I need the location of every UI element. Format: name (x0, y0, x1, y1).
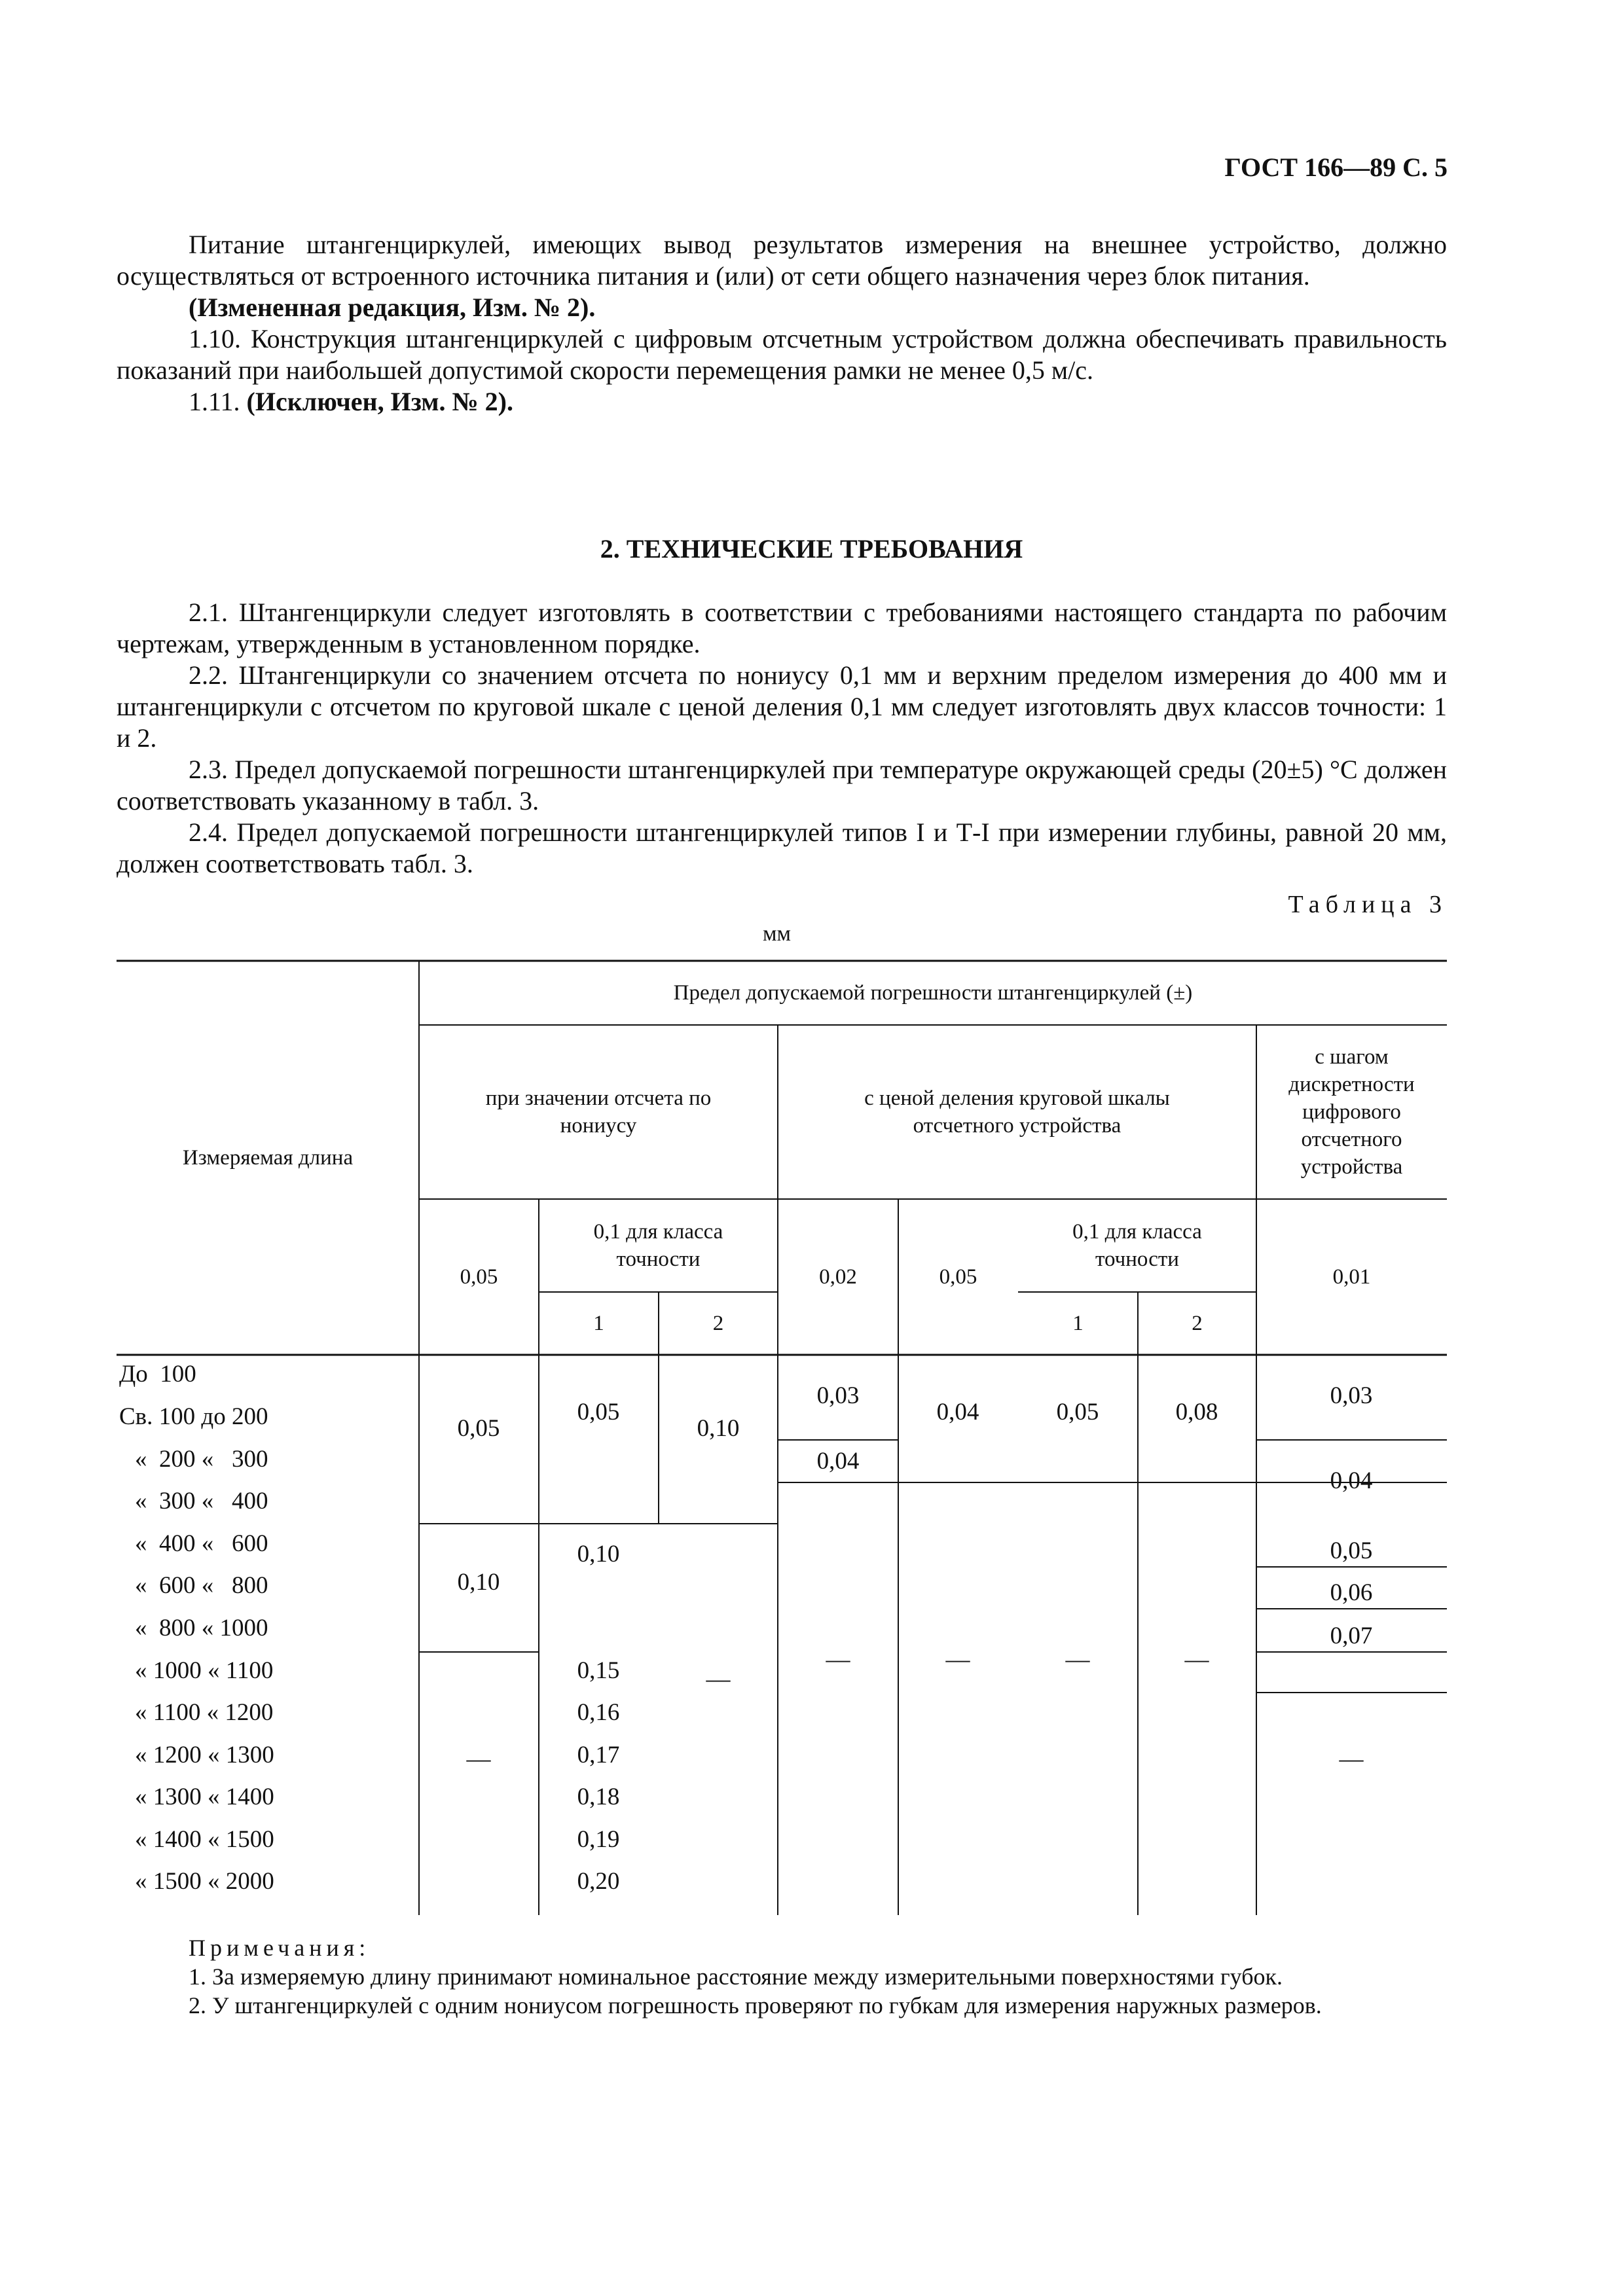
table-cell: — (1065, 1646, 1090, 1673)
header-dial: с ценой деления круговой шкалы отсчетного устройства (864, 1086, 1170, 1138)
row-label: « 1000 « 1100 (135, 1657, 274, 1684)
row-label: « 1400 « 1500 (135, 1826, 274, 1853)
header-vernier: при значении отсчета по нониусу (485, 1086, 712, 1138)
header-digital-001: 0,01 (1332, 1265, 1371, 1289)
notes-title: Примечания: (189, 1935, 371, 1961)
header-dial-005: 0,05 (939, 1265, 977, 1289)
header-digital: с шагом дискретности цифрового отсчетного устройства (1288, 1045, 1415, 1179)
table-cell: 0,08 (1175, 1399, 1218, 1426)
excluded-note: (Исключен, Изм. № 2). (246, 387, 513, 416)
table-cell: 0,10 (457, 1569, 500, 1596)
prelude-text (117, 229, 1447, 418)
row-label: « 800 « 1000 (135, 1615, 268, 1641)
header-dial-class-2: 2 (1192, 1312, 1203, 1335)
row-label: До 100 (119, 1361, 196, 1388)
header-dial-class-1: 1 (1072, 1312, 1084, 1335)
table-cell: 0,05 (577, 1399, 620, 1426)
table-cell: 0,07 (1330, 1623, 1373, 1649)
table-cell: 0,16 (577, 1699, 620, 1726)
header-vernier-01: 0,1 для класса точности (593, 1220, 723, 1271)
paragraph-1-10: 1.10. Конструкция штангенциркулей с цифровым отсчетным устройством должна обеспечивать правильность показаний при наибольшей допустимой скорости перемещения рамки не менее 0,5 м/с. (117, 324, 1447, 385)
page-header: ГОСТ 166—89 С. 5 (1224, 152, 1448, 182)
table-unit: мм (763, 922, 792, 946)
table-label: Таблица 3 (1288, 891, 1448, 918)
table-cell: 0,05 (457, 1415, 500, 1442)
header-vernier-class-2: 2 (712, 1312, 724, 1335)
paragraph-1-11 (117, 386, 1447, 418)
row-label: « 600 « 800 (135, 1572, 268, 1599)
table-cell: 0,18 (577, 1784, 620, 1810)
table-cell: 0,03 (816, 1382, 860, 1409)
table-cell: 0,17 (577, 1742, 620, 1768)
note-2: 2. У штангенциркулей с одним нониусом погрешность проверяют по губкам для измерения наружных размеров. (189, 1992, 1322, 2018)
row-label: « 400 « 600 (135, 1530, 268, 1557)
row-label: « 1100 « 1200 (135, 1699, 274, 1726)
note-1: 1. За измеряемую длину принимают номинальное расстояние между измерительными поверхностями губок. (189, 1964, 1283, 1990)
table-cell: 0,15 (577, 1657, 620, 1684)
row-label: « 200 « 300 (135, 1446, 268, 1473)
paragraph: Питание штангенциркулей, имеющих вывод результатов измерения на внешнее устройство, должно осуществляться от встроенного источника питания и (или) от сети общего назначения через блок питания. (117, 230, 1447, 291)
table-cell: 0,04 (936, 1399, 979, 1426)
table-cell: 0,10 (577, 1541, 620, 1568)
table-cell: — (466, 1746, 491, 1772)
section-title: 2. ТЕХНИЧЕСКИЕ ТРЕБОВАНИЯ (600, 534, 1023, 564)
table-cell: 0,06 (1330, 1579, 1373, 1606)
table-cell: — (706, 1666, 731, 1693)
header-dial-01: 0,1 для класса точности (1072, 1220, 1202, 1271)
table-cell: 0,03 (1330, 1382, 1373, 1409)
requirements-text (117, 597, 1447, 880)
table-notes (117, 1933, 1447, 2020)
table-cell: 0,19 (577, 1826, 620, 1853)
requirement-2-4: 2.4. Предел допускаемой погрешности штангенциркулей типов I и Т-I при измерении глубины, равной 20 мм, должен соответствовать табл. 3. (117, 817, 1447, 878)
table-cell: 0,10 (697, 1415, 740, 1442)
table-cell: — (1339, 1746, 1364, 1772)
table-cell: — (945, 1646, 970, 1673)
row-label: « 300 « 400 (135, 1488, 268, 1515)
header-limit: Предел допускаемой погрешности штангенциркулей (±) (673, 981, 1193, 1005)
table-cell: 0,20 (577, 1868, 620, 1895)
header-vernier-class-1: 1 (593, 1312, 604, 1335)
table-cell: 0,05 (1330, 1537, 1373, 1564)
row-label: « 1200 « 1300 (135, 1742, 274, 1768)
clause-number: 1.11. (189, 387, 240, 416)
row-label: « 1300 « 1400 (135, 1784, 274, 1810)
table-cell: 0,05 (1056, 1399, 1099, 1426)
row-label: Св. 100 до 200 (119, 1403, 268, 1430)
header-measured-length: Измеряемая длина (182, 1146, 354, 1170)
amendment-note: (Измененная редакция, Изм. № 2). (189, 293, 596, 322)
table-cell: 0,04 (816, 1448, 860, 1475)
table-cell: — (826, 1646, 850, 1673)
table-cell: — (1184, 1646, 1209, 1673)
requirement-2-2: 2.2. Штангенциркули со значением отсчета по нониусу 0,1 мм и верхним пределом измерения до 400 мм и штангенциркули с отсчетом по круговой шкале с ценой деления 0,1 мм следует изготовлять двух классов точности: 1 и 2. (117, 660, 1447, 753)
header-dial-002: 0,02 (819, 1265, 857, 1289)
requirement-2-1: 2.1. Штангенциркули следует изготовлять в соответствии с требованиями настоящего стандарта по рабочим чертежам, утвержденным в установленном порядке. (117, 598, 1447, 658)
tolerance-table (117, 960, 1447, 1915)
requirement-2-3: 2.3. Предел допускаемой погрешности штангенциркулей при температуре окружающей среды (20±5) °С должен соответствовать указанному в табл. 3. (117, 755, 1447, 816)
table-cell: 0,04 (1330, 1467, 1373, 1494)
row-label: « 1500 « 2000 (135, 1868, 274, 1895)
header-vernier-005: 0,05 (460, 1265, 498, 1289)
